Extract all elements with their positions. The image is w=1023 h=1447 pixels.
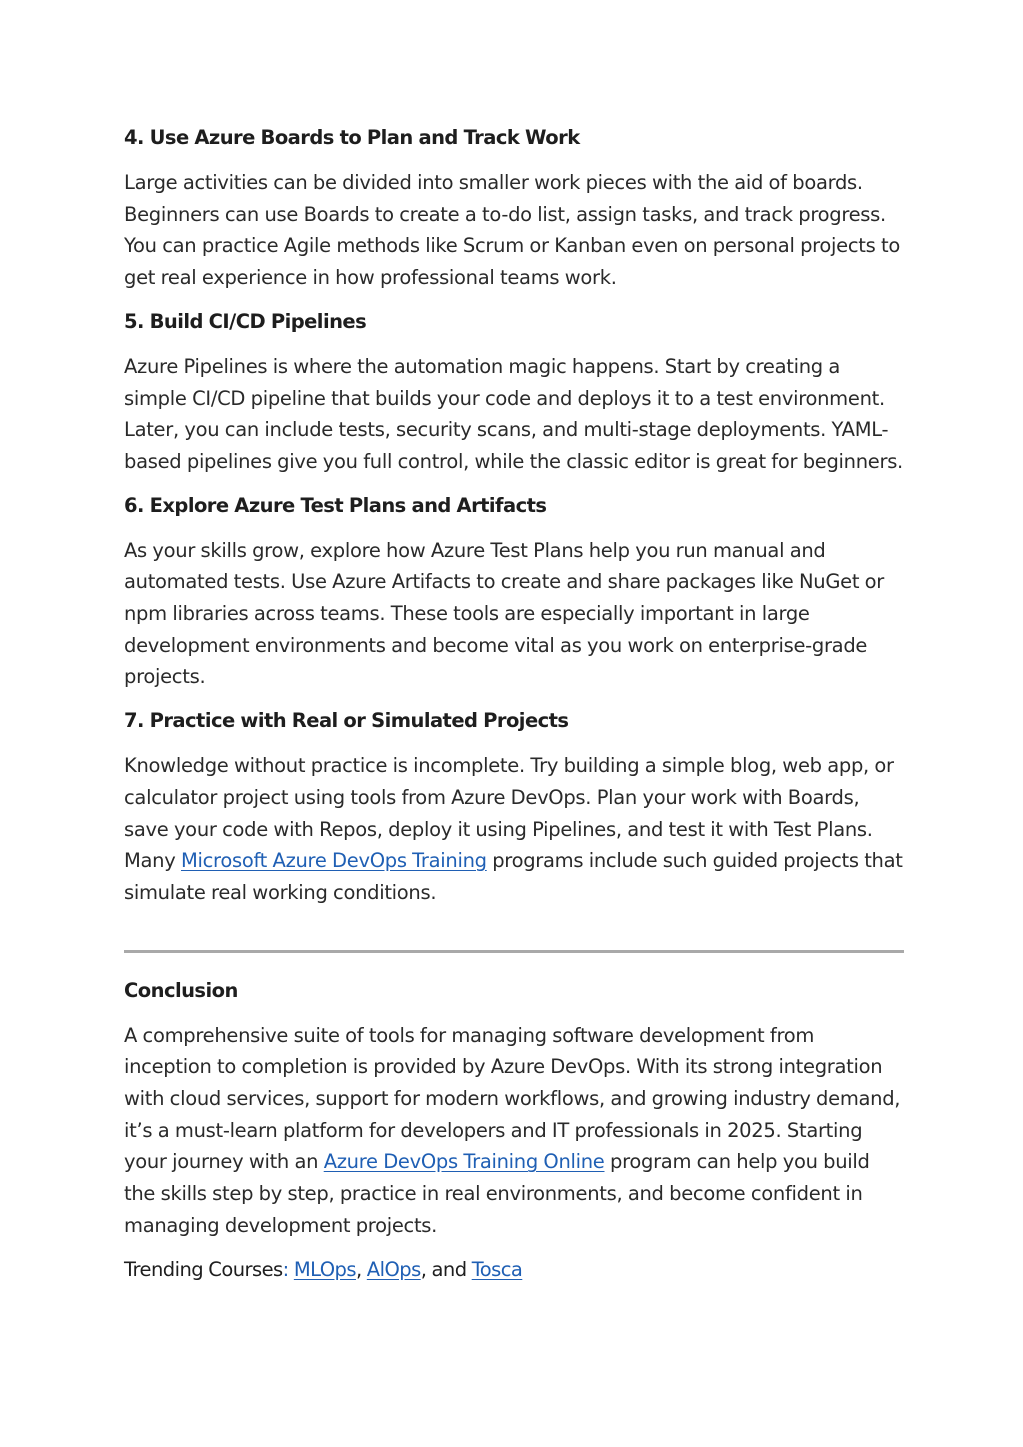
projects-text-before: Knowledge without practice is incomplete. Try building a simple blog, web app, or calculator project using tools from Azure DevOps. Plan your work with Boards, save your code with Repos, deploy it using Pipelines, and test it with Test Plans. Many bbox=[124, 754, 894, 873]
azure-devops-training-online-link[interactable]: Azure DevOps Training Online bbox=[323, 1150, 605, 1174]
conclusion-text-after: program can help you build the skills step by step, practice in real environments, and become confident in managing development projects. bbox=[124, 1150, 870, 1237]
conclusion-body bbox=[124, 1020, 904, 1242]
section-divider bbox=[124, 950, 904, 953]
conclusion-text-before: A comprehensive suite of tools for managing software development from inception to completion is provided by Azure DevOps. With its strong integration with cloud services, support for modern workflows, and growing industry demand, it’s a must-learn platform for developers and IT professionals in 2025. Starting your journey with an bbox=[124, 1023, 901, 1174]
trending-label: Trending Courses bbox=[124, 1257, 283, 1281]
microsoft-azure-devops-training-link[interactable]: Microsoft Azure DevOps Training bbox=[180, 849, 487, 873]
projects-text-after: programs include such guided projects that simulate real working conditions. bbox=[124, 849, 903, 904]
aiops-link[interactable]: AlOps bbox=[366, 1257, 421, 1281]
section-body-pipelines: Azure Pipelines is where the automation magic happens. Start by creating a simple CI/CD pipeline that builds your code and deploys it to a test environment. Later, you can include tests, security scans, and multi-stage deployments. YAML-based pipelines give you full control, while the classic editor is great for beginners. bbox=[124, 354, 903, 473]
section-heading-boards: 4. Use Azure Boards to Plan and Track Work bbox=[124, 126, 580, 149]
section-body-test-plans: As your skills grow, explore how Azure Test Plans help you run manual and automated tests. Use Azure Artifacts to create and share packages like NuGet or npm libraries across teams. These tools are especially important in large development environments and become vital as you work on enterprise-grade projects. bbox=[124, 538, 885, 689]
trending-colon: : bbox=[282, 1257, 294, 1281]
section-heading-projects: 7. Practice with Real or Simulated Projects bbox=[124, 709, 569, 733]
mlops-link[interactable]: MLOps bbox=[293, 1257, 356, 1281]
section-body-projects bbox=[124, 750, 904, 909]
trending-separator-1: , bbox=[355, 1257, 367, 1281]
conclusion-heading: Conclusion bbox=[124, 978, 238, 1002]
document-page bbox=[124, 122, 904, 1286]
section-heading-pipelines: 5. Build CI/CD Pipelines bbox=[124, 309, 367, 333]
tosca-link[interactable]: Tosca bbox=[471, 1257, 523, 1281]
trending-courses bbox=[124, 1254, 904, 1286]
trending-separator-2: , and bbox=[420, 1257, 472, 1281]
section-heading-test-plans: 6. Explore Azure Test Plans and Artifacts bbox=[124, 493, 547, 517]
section-body-boards: Large activities can be divided into smaller work pieces with the aid of boards. Beginners can use Boards to create a to-do list, assign tasks, and track progress. You can practice Agile methods like Scrum or Kanban even on personal projects to get real experience in how professional teams work. bbox=[124, 171, 900, 290]
